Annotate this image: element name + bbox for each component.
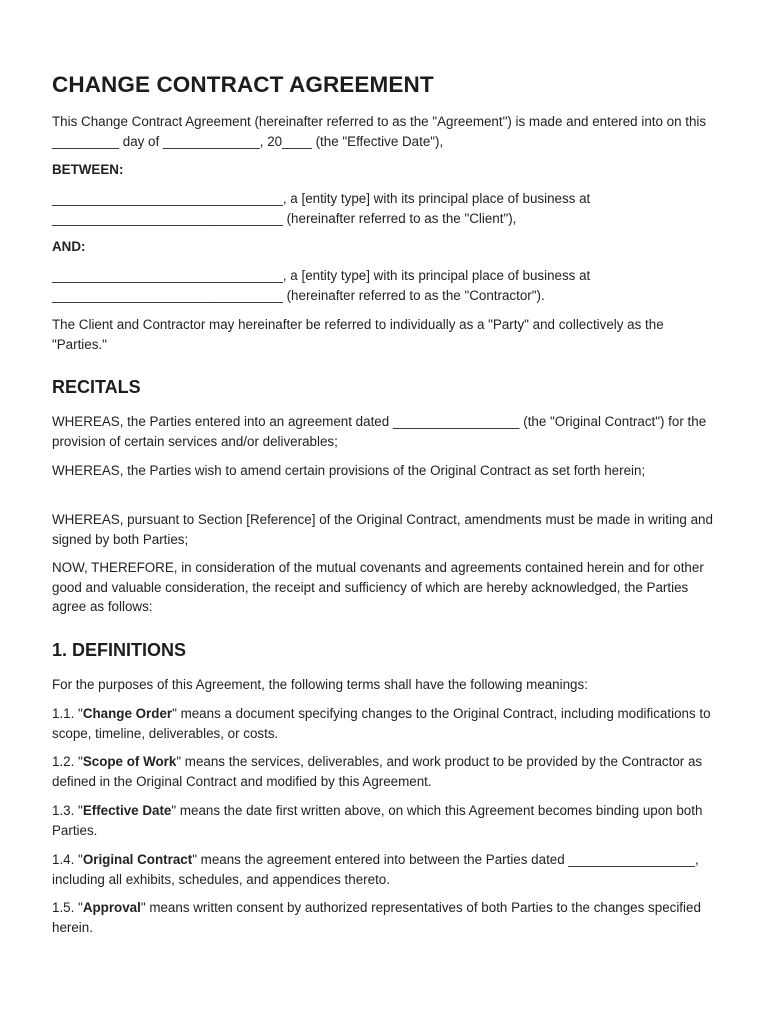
definitions-heading: 1. DEFINITIONS [52, 640, 187, 660]
definition-item [52, 850, 722, 889]
definition-term: Change Order [82, 706, 173, 721]
definition-text: " means the services, deliverables, and work product to be provided by the Contractor as defined in the Original Contract and modified by this Agreement. [52, 754, 703, 789]
definition-item [52, 752, 722, 791]
and-label: AND: [52, 239, 86, 254]
recitals-heading: RECITALS [52, 377, 141, 397]
document-title: CHANGE CONTRACT AGREEMENT [52, 72, 434, 97]
definition-text: " means a document specifying changes to the Original Contract, including modifications to scope, timeline, deliverables, or costs. [52, 706, 711, 741]
definition-number: 1.3. " [52, 803, 83, 818]
definition-text: " means the date first written above, on which this Agreement becomes binding upon both Parties. [52, 803, 703, 838]
client-line-1: _______________________________, a [entity type] with its principal place of business at [52, 191, 591, 206]
definition-text: " means the agreement entered into between the Parties dated _________________, including all exhibits, schedules, and appendices thereto. [52, 852, 699, 887]
contractor-line-2: _______________________________ (hereinafter referred to as the "Contractor"). [52, 287, 545, 303]
definition-term: Effective Date [82, 803, 172, 818]
contractor-line-1: _______________________________, a [entity type] with its principal place of business at [52, 268, 591, 283]
client-line-2: _______________________________ (hereinafter referred to as the "Client"), [52, 210, 517, 226]
intro-paragraph: This Change Contract Agreement (hereinafter referred to as the "Agreement") is made and entered into on this _________ day of _____________, 20____ (the "Effective Date"), [52, 114, 707, 149]
recital-2: WHEREAS, the Parties wish to amend certain provisions of the Original Contract as set forth herein; [52, 463, 646, 478]
recital-4: NOW, THEREFORE, in consideration of the mutual covenants and agreements contained herein and for other good and valuable consideration, the receipt and sufficiency of which are hereby acknowledged, the Parties agree as follows: [52, 560, 704, 614]
parties-paragraph: The Client and Contractor may hereinafter be referred to individually as a "Party" and collectively as the "Parties." [52, 317, 664, 352]
between-label: BETWEEN: [52, 162, 124, 177]
definition-number: 1.5. " [52, 900, 83, 915]
recital-3: WHEREAS, pursuant to Section [Reference] of the Original Contract, amendments must be made in writing and signed by both Parties; [52, 512, 713, 547]
definition-term: Approval [82, 900, 141, 915]
definition-term: Original Contract [82, 852, 193, 867]
definition-item [52, 898, 722, 937]
definitions-intro: For the purposes of this Agreement, the following terms shall have the following meanings: [52, 677, 588, 692]
definition-number: 1.2. " [52, 754, 83, 769]
definition-number: 1.4. " [52, 852, 83, 867]
definition-text: " means written consent by authorized representatives of both Parties to the changes specified herein. [52, 900, 701, 935]
definition-item [52, 801, 722, 840]
definition-item [52, 704, 722, 743]
definition-number: 1.1. " [52, 706, 83, 721]
recital-1: WHEREAS, the Parties entered into an agreement dated _________________ (the "Original Contract") for the provision of certain services and/or deliverables; [52, 414, 707, 449]
definition-term: Scope of Work [82, 754, 177, 769]
